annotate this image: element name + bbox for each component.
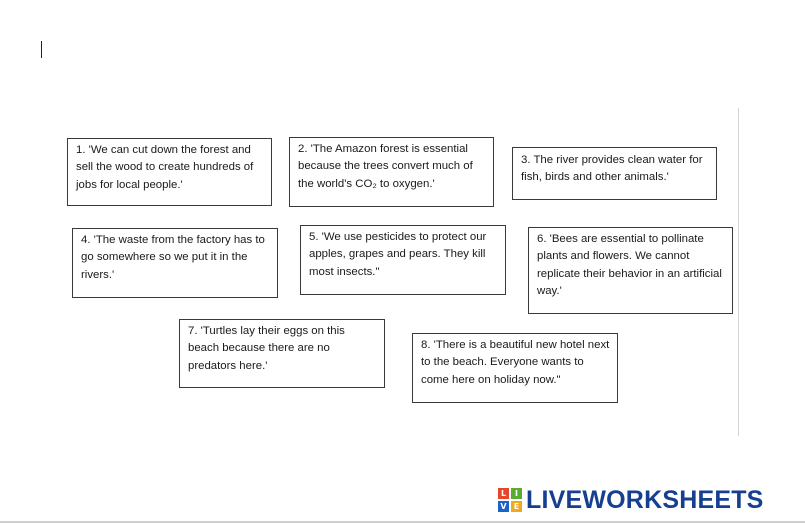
quote-box-7[interactable]: 7. 'Turtles lay their eggs on this beach because there are no predators here.': [179, 319, 385, 388]
quote-box-2[interactable]: 2. 'The Amazon forest is essential because the trees convert much of the world's CO₂ to oxygen.': [289, 137, 494, 207]
liveworksheets-brand: [498, 487, 764, 513]
logo-letter-e: E: [511, 501, 522, 512]
quote-box-4[interactable]: 4. 'The waste from the factory has to go somewhere so we put it in the rivers.': [72, 228, 278, 298]
logo-letter-l: L: [498, 488, 509, 499]
quote-box-1[interactable]: 1. 'We can cut down the forest and sell the wood to create hundreds of jobs for local people.': [67, 138, 272, 206]
quote-box-8[interactable]: 8. 'There is a beautiful new hotel next to the beach. Everyone wants to come here on holiday now.": [412, 333, 618, 403]
quote-box-3[interactable]: 3. The river provides clean water for fish, birds and other animals.': [512, 147, 717, 200]
logo-letter-i: I: [511, 488, 522, 499]
quote-box-6[interactable]: 6. 'Bees are essential to pollinate plants and flowers. We cannot replicate their behavior in an artificial way.': [528, 227, 733, 314]
brand-name: LIVEWORKSHEETS: [526, 486, 764, 514]
bottom-divider: [0, 521, 805, 523]
page-margin-line: [738, 108, 739, 436]
liveworksheets-logo-icon: [498, 488, 522, 512]
logo-letter-v: V: [498, 501, 509, 512]
quote-box-5[interactable]: 5. 'We use pesticides to protect our apples, grapes and pears. They kill most insects.": [300, 225, 506, 295]
text-cursor: [41, 41, 42, 58]
